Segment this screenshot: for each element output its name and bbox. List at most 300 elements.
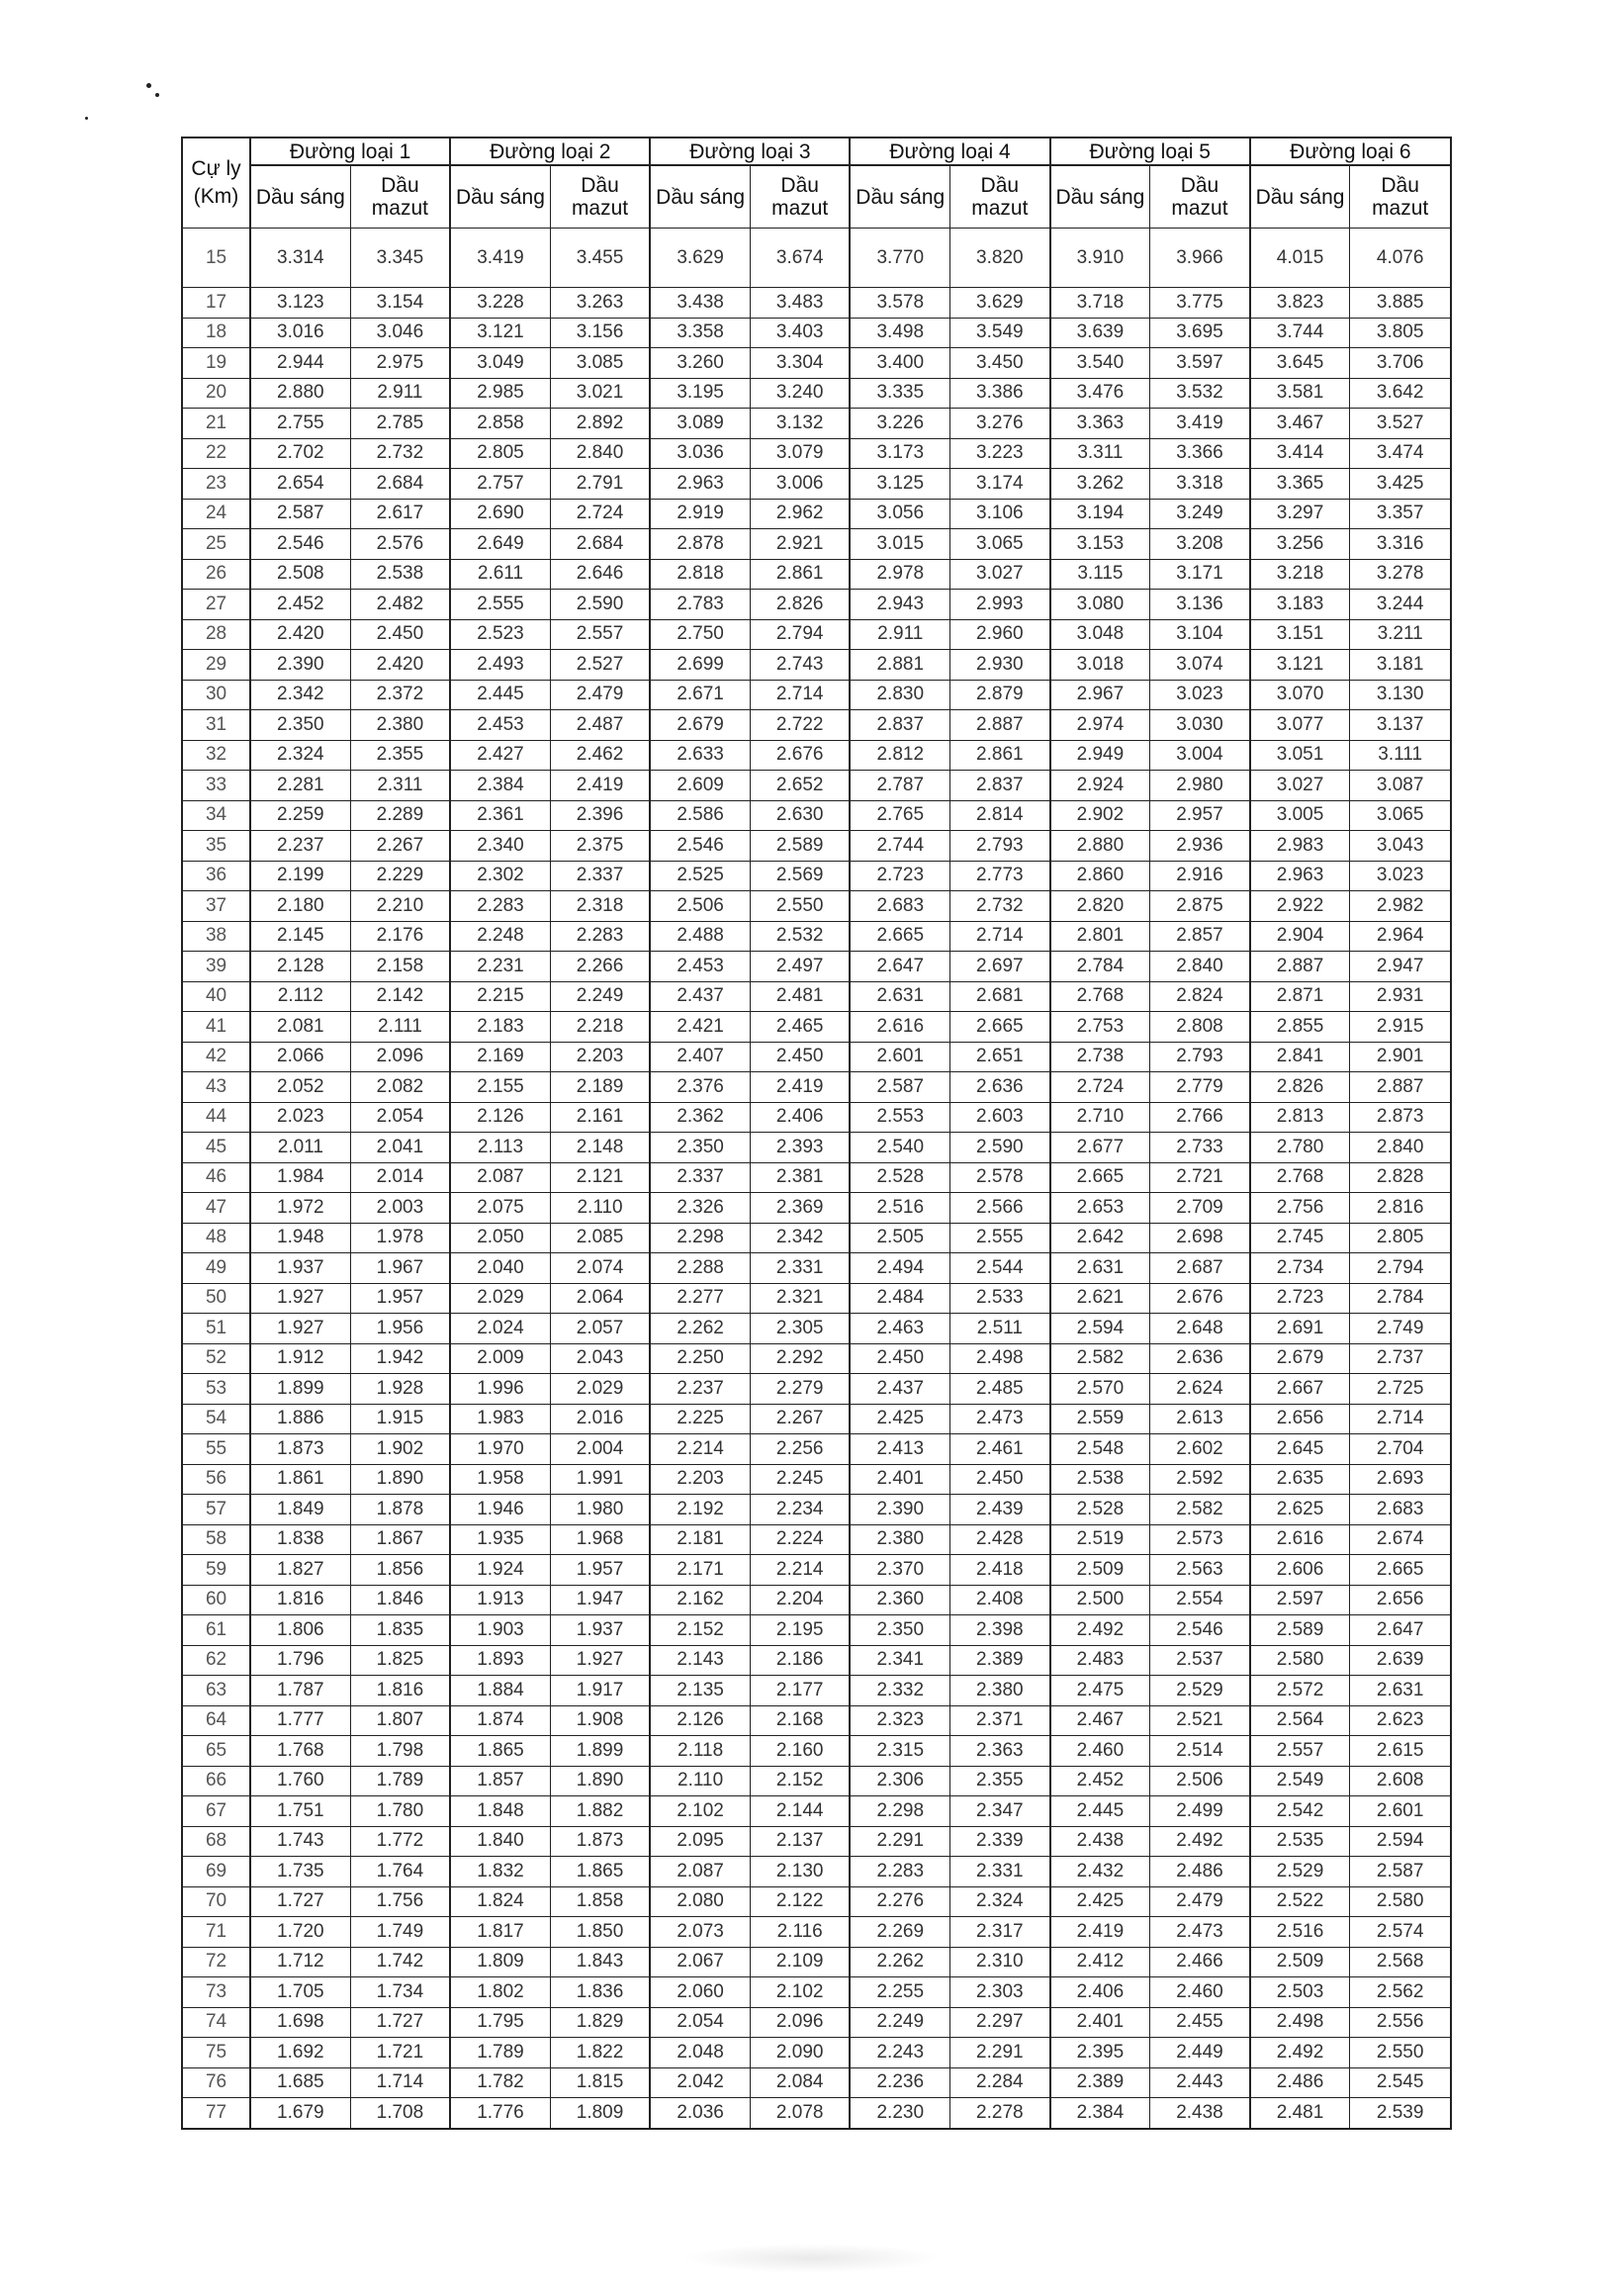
- light-oil-cell: 1.817: [450, 1917, 550, 1948]
- mazut-cell: 2.603: [950, 1102, 1050, 1133]
- mazut-cell: 2.916: [1150, 861, 1250, 891]
- light-oil-cell: 2.580: [1250, 1645, 1350, 1676]
- light-oil-cell: 2.522: [1250, 1886, 1350, 1917]
- distance-cell: 60: [182, 1585, 250, 1615]
- mazut-cell: 1.835: [350, 1615, 450, 1646]
- fuel-light-header: Dầu sáng: [650, 165, 750, 229]
- light-oil-cell: 2.162: [650, 1585, 750, 1615]
- light-oil-cell: 2.616: [1250, 1524, 1350, 1555]
- mazut-cell: 2.186: [750, 1645, 850, 1676]
- table-row: [182, 1796, 1451, 1827]
- mazut-cell: 1.825: [350, 1645, 450, 1676]
- distance-cell: 39: [182, 952, 250, 982]
- distance-label-line1: Cự ly: [191, 157, 241, 180]
- mazut-cell: 1.856: [350, 1555, 450, 1586]
- light-oil-cell: 1.743: [250, 1826, 350, 1857]
- light-oil-cell: 1.735: [250, 1857, 350, 1887]
- light-oil-cell: 2.631: [850, 981, 949, 1012]
- mazut-cell: 3.455: [550, 229, 650, 288]
- light-oil-cell: 2.878: [650, 529, 750, 560]
- light-oil-cell: 2.734: [1250, 1253, 1350, 1284]
- mazut-cell: 2.487: [550, 710, 650, 741]
- mazut-cell: 2.837: [950, 771, 1050, 801]
- mazut-cell: 2.375: [550, 831, 650, 862]
- light-oil-cell: 2.283: [450, 891, 550, 922]
- light-oil-cell: 2.073: [650, 1917, 750, 1948]
- light-oil-cell: 3.056: [850, 499, 949, 529]
- mazut-cell: 2.462: [550, 740, 650, 771]
- distance-cell: 40: [182, 981, 250, 1012]
- light-oil-cell: 2.080: [650, 1886, 750, 1917]
- mazut-cell: 1.899: [550, 1736, 650, 1767]
- mazut-cell: 3.885: [1350, 288, 1451, 319]
- light-oil-cell: 1.685: [250, 2067, 350, 2098]
- table-row: [182, 680, 1451, 710]
- mazut-cell: 2.947: [1350, 952, 1451, 982]
- mazut-cell: 2.461: [950, 1434, 1050, 1465]
- mazut-cell: 2.582: [1150, 1495, 1250, 1525]
- table-row: [182, 1524, 1451, 1555]
- light-oil-cell: 2.780: [1250, 1133, 1350, 1163]
- mazut-cell: 1.957: [350, 1283, 450, 1314]
- mazut-cell: 2.652: [750, 771, 850, 801]
- mazut-cell: 1.816: [350, 1676, 450, 1706]
- mazut-cell: 2.684: [550, 529, 650, 560]
- scan-speck: [155, 93, 159, 97]
- light-oil-cell: 2.582: [1050, 1343, 1150, 1374]
- scan-speck: [146, 83, 151, 88]
- light-oil-cell: 2.306: [850, 1766, 949, 1796]
- light-oil-cell: 2.944: [250, 348, 350, 379]
- mazut-cell: 3.966: [1150, 229, 1250, 288]
- light-oil-cell: 1.912: [250, 1343, 350, 1374]
- mazut-cell: 2.828: [1350, 1162, 1451, 1193]
- mazut-cell: 2.816: [1350, 1193, 1451, 1224]
- mazut-cell: 3.065: [950, 529, 1050, 560]
- mazut-cell: 2.550: [1350, 2038, 1451, 2068]
- mazut-cell: 2.443: [1150, 2067, 1250, 2098]
- mazut-cell: 2.624: [1150, 1374, 1250, 1405]
- light-oil-cell: 2.060: [650, 1977, 750, 2008]
- mazut-cell: 2.311: [350, 771, 450, 801]
- distance-cell: 75: [182, 2038, 250, 2068]
- mazut-cell: 2.879: [950, 680, 1050, 710]
- light-oil-cell: 3.194: [1050, 499, 1150, 529]
- mazut-cell: 2.142: [350, 981, 450, 1012]
- light-oil-cell: 2.384: [1050, 2098, 1150, 2129]
- mazut-cell: 1.721: [350, 2038, 450, 2068]
- distance-cell: 35: [182, 831, 250, 862]
- mazut-cell: 2.318: [550, 891, 650, 922]
- fuel-mazut-header: Dầu mazut: [750, 165, 850, 229]
- mazut-cell: 3.043: [1350, 831, 1451, 862]
- light-oil-cell: 1.927: [250, 1314, 350, 1344]
- mazut-cell: 2.594: [1350, 1826, 1451, 1857]
- mazut-cell: 2.144: [750, 1796, 850, 1827]
- table-row: [182, 800, 1451, 831]
- mazut-cell: 2.355: [950, 1766, 1050, 1796]
- light-oil-cell: 3.016: [250, 318, 350, 348]
- light-oil-cell: 2.724: [1050, 1072, 1150, 1103]
- mazut-cell: 2.204: [750, 1585, 850, 1615]
- mazut-cell: 2.550: [750, 891, 850, 922]
- mazut-cell: 1.937: [550, 1615, 650, 1646]
- distance-cell: 27: [182, 590, 250, 620]
- light-oil-cell: 3.718: [1050, 288, 1150, 319]
- light-oil-cell: 2.169: [450, 1042, 550, 1072]
- light-oil-cell: 2.525: [650, 861, 750, 891]
- light-oil-cell: 2.553: [850, 1102, 949, 1133]
- road-type-header: Đường loại 2: [450, 138, 650, 165]
- mazut-cell: 2.195: [750, 1615, 850, 1646]
- table-row: [182, 1253, 1451, 1284]
- table-row: [182, 1314, 1451, 1344]
- mazut-cell: 2.455: [1150, 2007, 1250, 2038]
- light-oil-cell: 2.384: [450, 771, 550, 801]
- distance-cell: 74: [182, 2007, 250, 2038]
- mazut-cell: 2.396: [550, 800, 650, 831]
- distance-cell: 20: [182, 378, 250, 409]
- light-oil-cell: 1.874: [450, 1705, 550, 1736]
- table-row: [182, 831, 1451, 862]
- light-oil-cell: 2.801: [1050, 921, 1150, 952]
- mazut-cell: 2.074: [550, 1253, 650, 1284]
- mazut-cell: 2.347: [950, 1796, 1050, 1827]
- mazut-cell: 3.154: [350, 288, 450, 319]
- mazut-cell: 2.568: [1350, 1947, 1451, 1977]
- fuel-mazut-header: Dầu mazut: [1150, 165, 1250, 229]
- light-oil-cell: 2.492: [1050, 1615, 1150, 1646]
- mazut-cell: 2.085: [550, 1223, 650, 1253]
- mazut-cell: 3.030: [1150, 710, 1250, 741]
- light-oil-cell: 2.649: [450, 529, 550, 560]
- light-oil-cell: 2.523: [450, 619, 550, 650]
- table-row: [182, 952, 1451, 982]
- mazut-cell: 2.587: [1350, 1857, 1451, 1887]
- light-oil-cell: 2.215: [450, 981, 550, 1012]
- mazut-cell: 1.829: [550, 2007, 650, 2038]
- mazut-cell: 2.289: [350, 800, 450, 831]
- mazut-cell: 1.967: [350, 1253, 450, 1284]
- mazut-cell: 2.297: [950, 2007, 1050, 2038]
- mazut-cell: 2.826: [750, 590, 850, 620]
- mazut-cell: 2.450: [950, 1464, 1050, 1495]
- fuel-light-header: Dầu sáng: [250, 165, 350, 229]
- light-oil-cell: 2.506: [650, 891, 750, 922]
- mazut-cell: 2.266: [550, 952, 650, 982]
- mazut-cell: 1.742: [350, 1947, 450, 1977]
- fuel-light-header: Dầu sáng: [450, 165, 550, 229]
- light-oil-cell: 2.904: [1250, 921, 1350, 952]
- distance-cell: 43: [182, 1072, 250, 1103]
- light-oil-cell: 2.081: [250, 1012, 350, 1043]
- mazut-cell: 2.791: [550, 469, 650, 500]
- light-oil-cell: 2.406: [1050, 1977, 1150, 2008]
- mazut-cell: 2.096: [350, 1042, 450, 1072]
- light-oil-cell: 2.236: [850, 2067, 949, 2098]
- light-oil-cell: 2.277: [650, 1283, 750, 1314]
- light-oil-cell: 2.291: [850, 1826, 949, 1857]
- mazut-cell: 3.111: [1350, 740, 1451, 771]
- light-oil-cell: 2.450: [850, 1343, 949, 1374]
- table-row: [182, 1977, 1451, 2008]
- light-oil-cell: 2.126: [650, 1705, 750, 1736]
- mazut-cell: 2.152: [750, 1766, 850, 1796]
- light-oil-cell: 1.913: [450, 1585, 550, 1615]
- light-oil-cell: 2.128: [250, 952, 350, 982]
- light-oil-cell: 2.042: [650, 2067, 750, 2098]
- light-oil-cell: 2.110: [650, 1766, 750, 1796]
- table-row: [182, 1404, 1451, 1434]
- light-oil-cell: 3.115: [1050, 559, 1150, 590]
- mazut-cell: 2.544: [950, 1253, 1050, 1284]
- distance-cell: 47: [182, 1193, 250, 1224]
- mazut-cell: 3.023: [1150, 680, 1250, 710]
- distance-cell: 37: [182, 891, 250, 922]
- light-oil-cell: 2.075: [450, 1193, 550, 1224]
- mazut-cell: 2.793: [1150, 1042, 1250, 1072]
- mazut-cell: 2.840: [550, 438, 650, 469]
- light-oil-cell: 1.776: [450, 2098, 550, 2129]
- mazut-cell: 2.331: [750, 1253, 850, 1284]
- light-oil-cell: 2.248: [450, 921, 550, 952]
- light-oil-cell: 2.262: [850, 1947, 949, 1977]
- distance-cell: 42: [182, 1042, 250, 1072]
- table-row: [182, 1886, 1451, 1917]
- light-oil-cell: 2.425: [850, 1404, 949, 1434]
- light-oil-cell: 1.809: [450, 1947, 550, 1977]
- table-row: [182, 559, 1451, 590]
- table-row: [182, 1374, 1451, 1405]
- mazut-cell: 3.240: [750, 378, 850, 409]
- light-oil-cell: 2.601: [850, 1042, 949, 1072]
- mazut-cell: 2.527: [550, 650, 650, 681]
- mazut-cell: 2.960: [950, 619, 1050, 650]
- mazut-cell: 2.380: [350, 710, 450, 741]
- mazut-cell: 2.615: [1350, 1736, 1451, 1767]
- mazut-cell: 3.527: [1350, 409, 1451, 439]
- mazut-cell: 1.980: [550, 1495, 650, 1525]
- table-row: [182, 1072, 1451, 1103]
- road-type-header: Đường loại 1: [250, 138, 450, 165]
- light-oil-cell: 2.837: [850, 710, 949, 741]
- mazut-cell: 2.975: [350, 348, 450, 379]
- distance-cell: 31: [182, 710, 250, 741]
- mazut-cell: 2.563: [1150, 1555, 1250, 1586]
- distance-cell: 51: [182, 1314, 250, 1344]
- mazut-cell: 2.532: [750, 921, 850, 952]
- light-oil-cell: 2.481: [1250, 2098, 1350, 2129]
- mazut-cell: 1.928: [350, 1374, 450, 1405]
- light-oil-cell: 2.350: [650, 1133, 750, 1163]
- light-oil-cell: 3.070: [1250, 680, 1350, 710]
- light-oil-cell: 2.421: [650, 1012, 750, 1043]
- distance-cell: 38: [182, 921, 250, 952]
- mazut-cell: 2.014: [350, 1162, 450, 1193]
- mazut-cell: 2.381: [750, 1162, 850, 1193]
- mazut-cell: 2.636: [950, 1072, 1050, 1103]
- light-oil-cell: 1.838: [250, 1524, 350, 1555]
- light-oil-cell: 2.255: [850, 1977, 949, 2008]
- distance-cell: 34: [182, 800, 250, 831]
- table-row: [182, 1947, 1451, 1977]
- light-oil-cell: 1.848: [450, 1796, 550, 1827]
- mazut-cell: 3.085: [550, 348, 650, 379]
- mazut-cell: 2.576: [350, 529, 450, 560]
- light-oil-cell: 2.323: [850, 1705, 949, 1736]
- light-oil-cell: 2.516: [1250, 1917, 1350, 1948]
- distance-cell: 33: [182, 771, 250, 801]
- light-oil-cell: 1.777: [250, 1705, 350, 1736]
- mazut-cell: 3.211: [1350, 619, 1451, 650]
- mazut-cell: 2.824: [1150, 981, 1250, 1012]
- light-oil-cell: 3.195: [650, 378, 750, 409]
- mazut-cell: 2.249: [550, 981, 650, 1012]
- mazut-cell: 3.483: [750, 288, 850, 319]
- light-oil-cell: 2.881: [850, 650, 949, 681]
- distance-cell: 65: [182, 1736, 250, 1767]
- mazut-cell: 2.499: [1150, 1796, 1250, 1827]
- distance-cell: 25: [182, 529, 250, 560]
- mazut-cell: 2.608: [1350, 1766, 1451, 1796]
- light-oil-cell: 2.983: [1250, 831, 1350, 862]
- table-row: [182, 348, 1451, 379]
- light-oil-cell: 1.796: [250, 1645, 350, 1676]
- light-oil-cell: 1.946: [450, 1495, 550, 1525]
- mazut-cell: 2.592: [1150, 1464, 1250, 1495]
- distance-cell: 66: [182, 1766, 250, 1796]
- distance-cell: 54: [182, 1404, 250, 1434]
- light-oil-cell: 2.066: [250, 1042, 350, 1072]
- light-oil-cell: 2.332: [850, 1676, 949, 1706]
- mazut-cell: 3.674: [750, 229, 850, 288]
- light-oil-cell: 3.226: [850, 409, 949, 439]
- table-row: [182, 499, 1451, 529]
- light-oil-cell: 3.770: [850, 229, 949, 288]
- distance-cell: 24: [182, 499, 250, 529]
- distance-cell: 56: [182, 1464, 250, 1495]
- mazut-cell: 3.021: [550, 378, 650, 409]
- light-oil-cell: 2.087: [450, 1162, 550, 1193]
- light-oil-cell: 2.112: [250, 981, 350, 1012]
- light-oil-cell: 2.024: [450, 1314, 550, 1344]
- mazut-cell: 2.693: [1350, 1464, 1451, 1495]
- mazut-cell: 1.867: [350, 1524, 450, 1555]
- light-oil-cell: 2.855: [1250, 1012, 1350, 1043]
- light-oil-cell: 2.745: [1250, 1223, 1350, 1253]
- light-oil-cell: 2.438: [1050, 1826, 1150, 1857]
- mazut-cell: 1.902: [350, 1434, 450, 1465]
- mazut-cell: 2.656: [1350, 1585, 1451, 1615]
- light-oil-cell: 2.269: [850, 1917, 949, 1948]
- mazut-cell: 2.450: [750, 1042, 850, 1072]
- mazut-cell: 3.532: [1150, 378, 1250, 409]
- light-oil-cell: 2.679: [650, 710, 750, 741]
- table-row: [182, 1917, 1451, 1948]
- light-oil-cell: 2.594: [1050, 1314, 1150, 1344]
- mazut-cell: 1.947: [550, 1585, 650, 1615]
- mazut-cell: 2.993: [950, 590, 1050, 620]
- light-oil-cell: 3.260: [650, 348, 750, 379]
- mazut-cell: 1.772: [350, 1826, 450, 1857]
- light-oil-cell: 2.750: [650, 619, 750, 650]
- light-oil-cell: 2.262: [650, 1314, 750, 1344]
- light-oil-cell: 2.342: [250, 680, 350, 710]
- mazut-cell: 2.794: [750, 619, 850, 650]
- light-oil-cell: 2.858: [450, 409, 550, 439]
- light-oil-cell: 2.621: [1050, 1283, 1150, 1314]
- light-oil-cell: 2.723: [850, 861, 949, 891]
- mazut-cell: 2.406: [750, 1102, 850, 1133]
- light-oil-cell: 2.963: [1250, 861, 1350, 891]
- light-oil-cell: 3.005: [1250, 800, 1350, 831]
- mazut-cell: 1.846: [350, 1585, 450, 1615]
- table-row: [182, 288, 1451, 319]
- light-oil-cell: 2.887: [1250, 952, 1350, 982]
- light-oil-cell: 2.710: [1050, 1102, 1150, 1133]
- mazut-cell: 3.046: [350, 318, 450, 348]
- light-oil-cell: 2.401: [1050, 2007, 1150, 2038]
- mazut-cell: 1.734: [350, 1977, 450, 2008]
- distance-cell: 59: [182, 1555, 250, 1586]
- mazut-cell: 2.901: [1350, 1042, 1451, 1072]
- mazut-cell: 2.704: [1350, 1434, 1451, 1465]
- mazut-cell: 2.805: [1350, 1223, 1451, 1253]
- mazut-cell: 3.074: [1150, 650, 1250, 681]
- light-oil-cell: 2.586: [650, 800, 750, 831]
- light-oil-cell: 2.350: [250, 710, 350, 741]
- light-oil-cell: 2.679: [1250, 1343, 1350, 1374]
- light-oil-cell: 2.500: [1050, 1585, 1150, 1615]
- mazut-cell: 2.158: [350, 952, 450, 982]
- mazut-cell: 2.980: [1150, 771, 1250, 801]
- mazut-cell: 3.244: [1350, 590, 1451, 620]
- mazut-cell: 2.408: [950, 1585, 1050, 1615]
- light-oil-cell: 3.744: [1250, 318, 1350, 348]
- mazut-cell: 2.337: [550, 861, 650, 891]
- light-oil-cell: 2.427: [450, 740, 550, 771]
- mazut-cell: 2.506: [1150, 1766, 1250, 1796]
- distance-cell: 52: [182, 1343, 250, 1374]
- mazut-cell: 2.317: [950, 1917, 1050, 1948]
- light-oil-cell: 2.546: [250, 529, 350, 560]
- table-row: [182, 1857, 1451, 1887]
- mazut-cell: 2.279: [750, 1374, 850, 1405]
- distance-cell: 67: [182, 1796, 250, 1827]
- mazut-cell: 3.263: [550, 288, 650, 319]
- mazut-cell: 2.602: [1150, 1434, 1250, 1465]
- mazut-cell: 2.766: [1150, 1102, 1250, 1133]
- light-oil-cell: 2.557: [1250, 1736, 1350, 1767]
- mazut-cell: 2.043: [550, 1343, 650, 1374]
- mazut-cell: 3.104: [1150, 619, 1250, 650]
- light-oil-cell: 2.095: [650, 1826, 750, 1857]
- light-oil-cell: 2.812: [850, 740, 949, 771]
- mazut-cell: 1.780: [350, 1796, 450, 1827]
- mazut-cell: 2.636: [1150, 1343, 1250, 1374]
- light-oil-cell: 3.498: [850, 318, 949, 348]
- light-oil-cell: 3.228: [450, 288, 550, 319]
- mazut-cell: 2.419: [750, 1072, 850, 1103]
- light-oil-cell: 2.546: [650, 831, 750, 862]
- mazut-cell: 3.345: [350, 229, 450, 288]
- light-oil-cell: 2.452: [1050, 1766, 1150, 1796]
- mazut-cell: 2.921: [750, 529, 850, 560]
- mazut-cell: 2.573: [1150, 1524, 1250, 1555]
- light-oil-cell: 1.806: [250, 1615, 350, 1646]
- light-oil-cell: 2.432: [1050, 1857, 1150, 1887]
- light-oil-cell: 2.401: [850, 1464, 949, 1495]
